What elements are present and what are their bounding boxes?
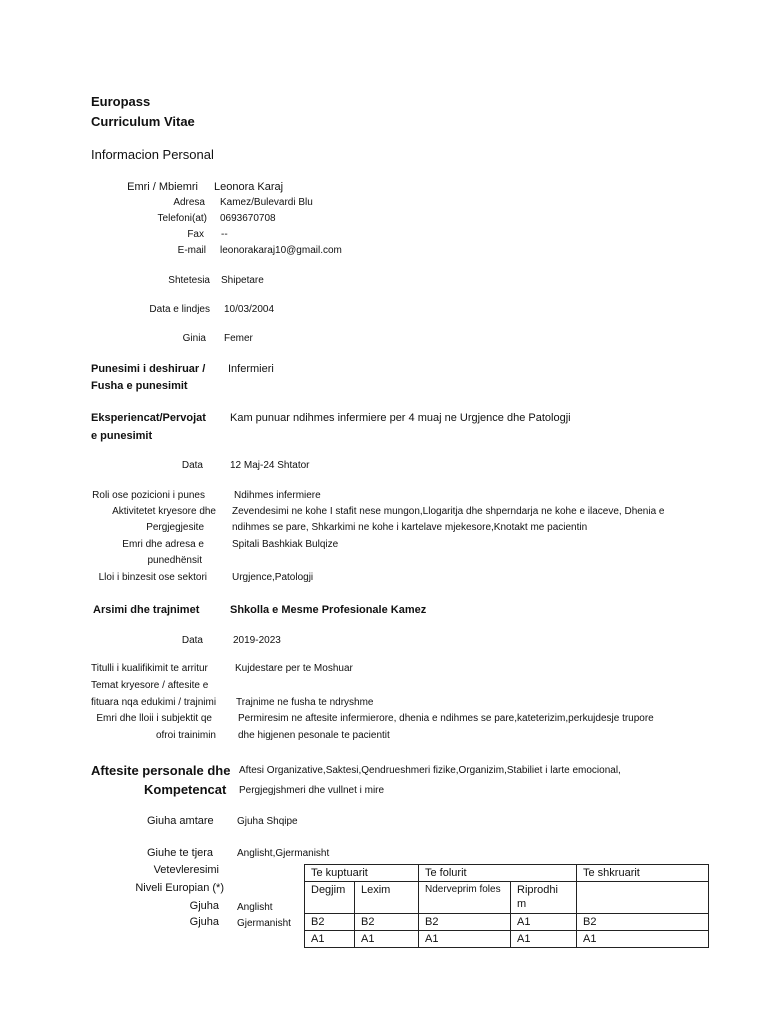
table-cell: B2	[419, 914, 511, 931]
language-2-value: Gjermanisht	[237, 918, 291, 929]
language-1-value: Anglisht	[237, 902, 273, 913]
language-1-label: Gjuha	[189, 900, 219, 912]
email-label: E-mail	[177, 245, 206, 256]
subheader-reading: Lexim	[355, 882, 419, 914]
education-date-value: 2019-2023	[233, 635, 281, 646]
header-writing: Te shkruarit	[577, 865, 709, 882]
gender-label: Ginia	[182, 333, 206, 344]
training-org-value: Permiresim ne aftesite infermierore, dhenia e ndihmes se pare,kateterizim,perkujdesje trupore	[238, 713, 654, 724]
skills-value: Aftesi Organizative,Saktesi,Qendrueshmeri fizike,Organizim,Stabiliet i larte emocional,	[239, 765, 621, 776]
table-cell: A1	[355, 931, 419, 948]
other-languages-label: Giuhe te tjera	[147, 847, 214, 859]
subheader-interaction: Nderveprim foles	[419, 882, 511, 914]
fax-label: Fax	[187, 229, 204, 240]
address-value: Kamez/Bulevardi Blu	[220, 197, 313, 208]
subheader-production: Riprodhi m	[511, 882, 577, 914]
table-cell: B2	[577, 914, 709, 931]
self-assessment-label: Vetevleresimi	[153, 864, 219, 876]
gender-value: Femer	[224, 333, 253, 344]
activities-label: Aktivitetet kryesore dhe	[112, 506, 216, 517]
citizenship-label: Shtetesia	[168, 275, 210, 286]
desired-job-label-line2: Fusha e punesimit	[91, 380, 188, 392]
fax-value: --	[221, 229, 228, 240]
address-label: Adresa	[173, 197, 205, 208]
email-value: leonorakaraj10@gmail.com	[220, 245, 342, 256]
mother-tongue-value: Gjuha Shqipe	[237, 816, 298, 827]
activities-value-line2: ndihmes se pare, Shkarkimi ne kohe i kartelave mjekesore,Knotakt me pacientin	[232, 522, 588, 533]
name-label: Emri / Mbiemri	[127, 181, 198, 193]
training-org-label: Emri dhe lloii i subjektit qe	[96, 713, 212, 724]
desired-job-label: Punesimi i deshiruar /	[91, 363, 206, 375]
topics-label-line2: fituara nqa edukimi / trajnimi	[91, 697, 217, 708]
table-cell: A1	[577, 931, 709, 948]
document-title-europass: Europass	[91, 94, 151, 109]
education-label: Arsimi dhe trajnimet	[93, 604, 200, 616]
role-value: Ndihmes infermiere	[234, 490, 321, 501]
language-level-table	[304, 864, 709, 948]
table-cell: A1	[511, 914, 577, 931]
birthdate-value: 10/03/2004	[224, 304, 275, 315]
qualification-value: Kujdestare per te Moshuar	[235, 663, 353, 674]
language-2-label: Gjuha	[189, 916, 219, 928]
phone-value: 0693670708	[220, 213, 276, 224]
desired-job-value: Infermieri	[228, 363, 274, 375]
table-cell: B2	[355, 914, 419, 931]
table-row	[305, 914, 709, 931]
training-org-label-line2: ofroi trainimin	[155, 730, 216, 741]
table-cell: A1	[511, 931, 577, 948]
training-org-value-line2: dhe higjenen pesonale te pacientit	[238, 730, 390, 741]
table-cell: A1	[419, 931, 511, 948]
role-label: Roli ose pozicioni i punes	[92, 490, 205, 501]
name-value: Leonora Karaj	[214, 181, 284, 193]
skills-label: Aftesite personale dhe	[91, 763, 231, 778]
employer-label-line2: punedhënsit	[147, 555, 202, 566]
sector-label: Lloi i binzesit ose sektori	[98, 572, 207, 583]
experience-date-value: 12 Maj-24 Shtator	[230, 460, 310, 471]
table-cell: B2	[305, 914, 355, 931]
birthdate-label: Data e lindjes	[149, 304, 210, 315]
header-understanding: Te kuptuarit	[305, 865, 419, 882]
experience-summary: Kam punuar ndihmes infermiere per 4 muaj ne Urgjence dhe Patologji	[230, 412, 571, 424]
topics-value: Trajnime ne fusha te ndryshme	[236, 697, 374, 708]
table-cell: A1	[305, 931, 355, 948]
employer-value: Spitali Bashkiak Bulqize	[232, 539, 339, 550]
european-level-label: Niveli Europian (*)	[135, 882, 224, 894]
employer-label: Emri dhe adresa e	[122, 539, 204, 550]
topics-label: Temat kryesore / aftesite e	[91, 680, 209, 691]
subheader-writing-empty	[577, 882, 709, 914]
section-heading-personal: Informacion Personal	[91, 147, 214, 162]
experience-date-label: Data	[181, 460, 203, 471]
table-header-row	[305, 865, 709, 882]
qualification-label: Titulli i kualifikimit te arritur	[91, 663, 208, 674]
phone-label: Telefoni(at)	[157, 213, 207, 224]
header-speaking: Te folurit	[419, 865, 577, 882]
activities-value: Zevendesimi ne kohe I stafit nese mungon,Llogaritja dhe shperndarja ne kohe e ilaceve, Dhenia e	[232, 506, 665, 517]
education-date-label: Data	[181, 635, 203, 646]
document-title-cv: Curriculum Vitae	[91, 114, 195, 129]
activities-label-line2: Pergjegjesite	[146, 522, 204, 533]
other-languages-value: Anglisht,Gjermanisht	[237, 848, 330, 859]
sector-value: Urgjence,Patologji	[232, 572, 314, 583]
table-subheader-row	[305, 882, 709, 914]
skills-value-line2: Pergjegjshmeri dhe vullnet i mire	[239, 785, 385, 796]
mother-tongue-label: Giuha amtare	[147, 815, 214, 827]
subheader-listening: Degjim	[305, 882, 355, 914]
school-name: Shkolla e Mesme Profesionale Kamez	[230, 604, 427, 616]
table-row	[305, 931, 709, 948]
citizenship-value: Shipetare	[221, 275, 264, 286]
skills-label-line2: Kompetencat	[144, 782, 227, 797]
experience-label-line2: e punesimit	[91, 430, 153, 442]
experience-label: Eksperiencat/Pervojat	[91, 412, 206, 424]
